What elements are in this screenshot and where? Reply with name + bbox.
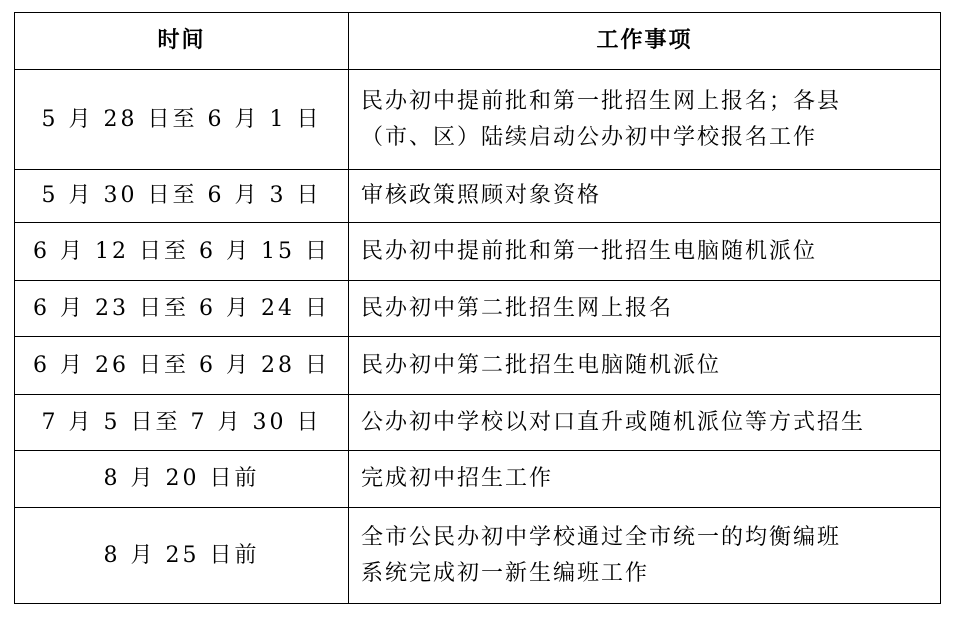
item-line: 公办初中学校以对口直升或随机派位等方式招生 <box>361 409 866 435</box>
time-cell: 5 月 30 日至 6 月 3 日 <box>15 170 349 223</box>
item-line: 审核政策照顾对象资格 <box>361 183 602 208</box>
item-line: 民办初中第二批招生电脑随机派位 <box>361 352 722 378</box>
item-line: 完成初中招生工作 <box>361 466 554 491</box>
table-row <box>15 281 941 337</box>
table-row <box>15 70 941 170</box>
time-cell: 8 月 20 日前 <box>15 451 349 508</box>
item-line: （市、区）陆续启动公办初中学校报名工作 <box>361 124 818 150</box>
item-cell <box>349 337 941 395</box>
item-cell <box>349 508 941 604</box>
table-row <box>15 337 941 395</box>
item-line: 民办初中提前批和第一批招生电脑随机派位 <box>361 238 818 264</box>
table-row <box>15 223 941 281</box>
table-row <box>15 170 941 223</box>
time-cell: 7 月 5 日至 7 月 30 日 <box>15 395 349 451</box>
header-item: 工作事项 <box>349 13 941 70</box>
item-cell <box>349 395 941 451</box>
time-cell: 6 月 12 日至 6 月 15 日 <box>15 223 349 281</box>
time-cell: 5 月 28 日至 6 月 1 日 <box>15 70 349 170</box>
item-line: 民办初中第二批招生网上报名 <box>361 295 674 321</box>
item-line: 全市公民办初中学校通过全市统一的均衡编班 <box>361 524 842 550</box>
item-line: 系统完成初一新生编班工作 <box>361 560 650 586</box>
item-line: 民办初中提前批和第一批招生网上报名；各县 <box>361 88 842 114</box>
item-cell <box>349 170 941 223</box>
item-cell <box>349 451 941 508</box>
table-row <box>15 508 941 604</box>
header-row <box>15 13 941 70</box>
table-row <box>15 451 941 508</box>
schedule-table <box>14 12 941 604</box>
time-cell: 6 月 23 日至 6 月 24 日 <box>15 281 349 337</box>
item-cell <box>349 281 941 337</box>
time-cell: 8 月 25 日前 <box>15 508 349 604</box>
table-row <box>15 395 941 451</box>
item-cell <box>349 70 941 170</box>
item-cell <box>349 223 941 281</box>
time-cell: 6 月 26 日至 6 月 28 日 <box>15 337 349 395</box>
header-time: 时间 <box>15 13 349 70</box>
